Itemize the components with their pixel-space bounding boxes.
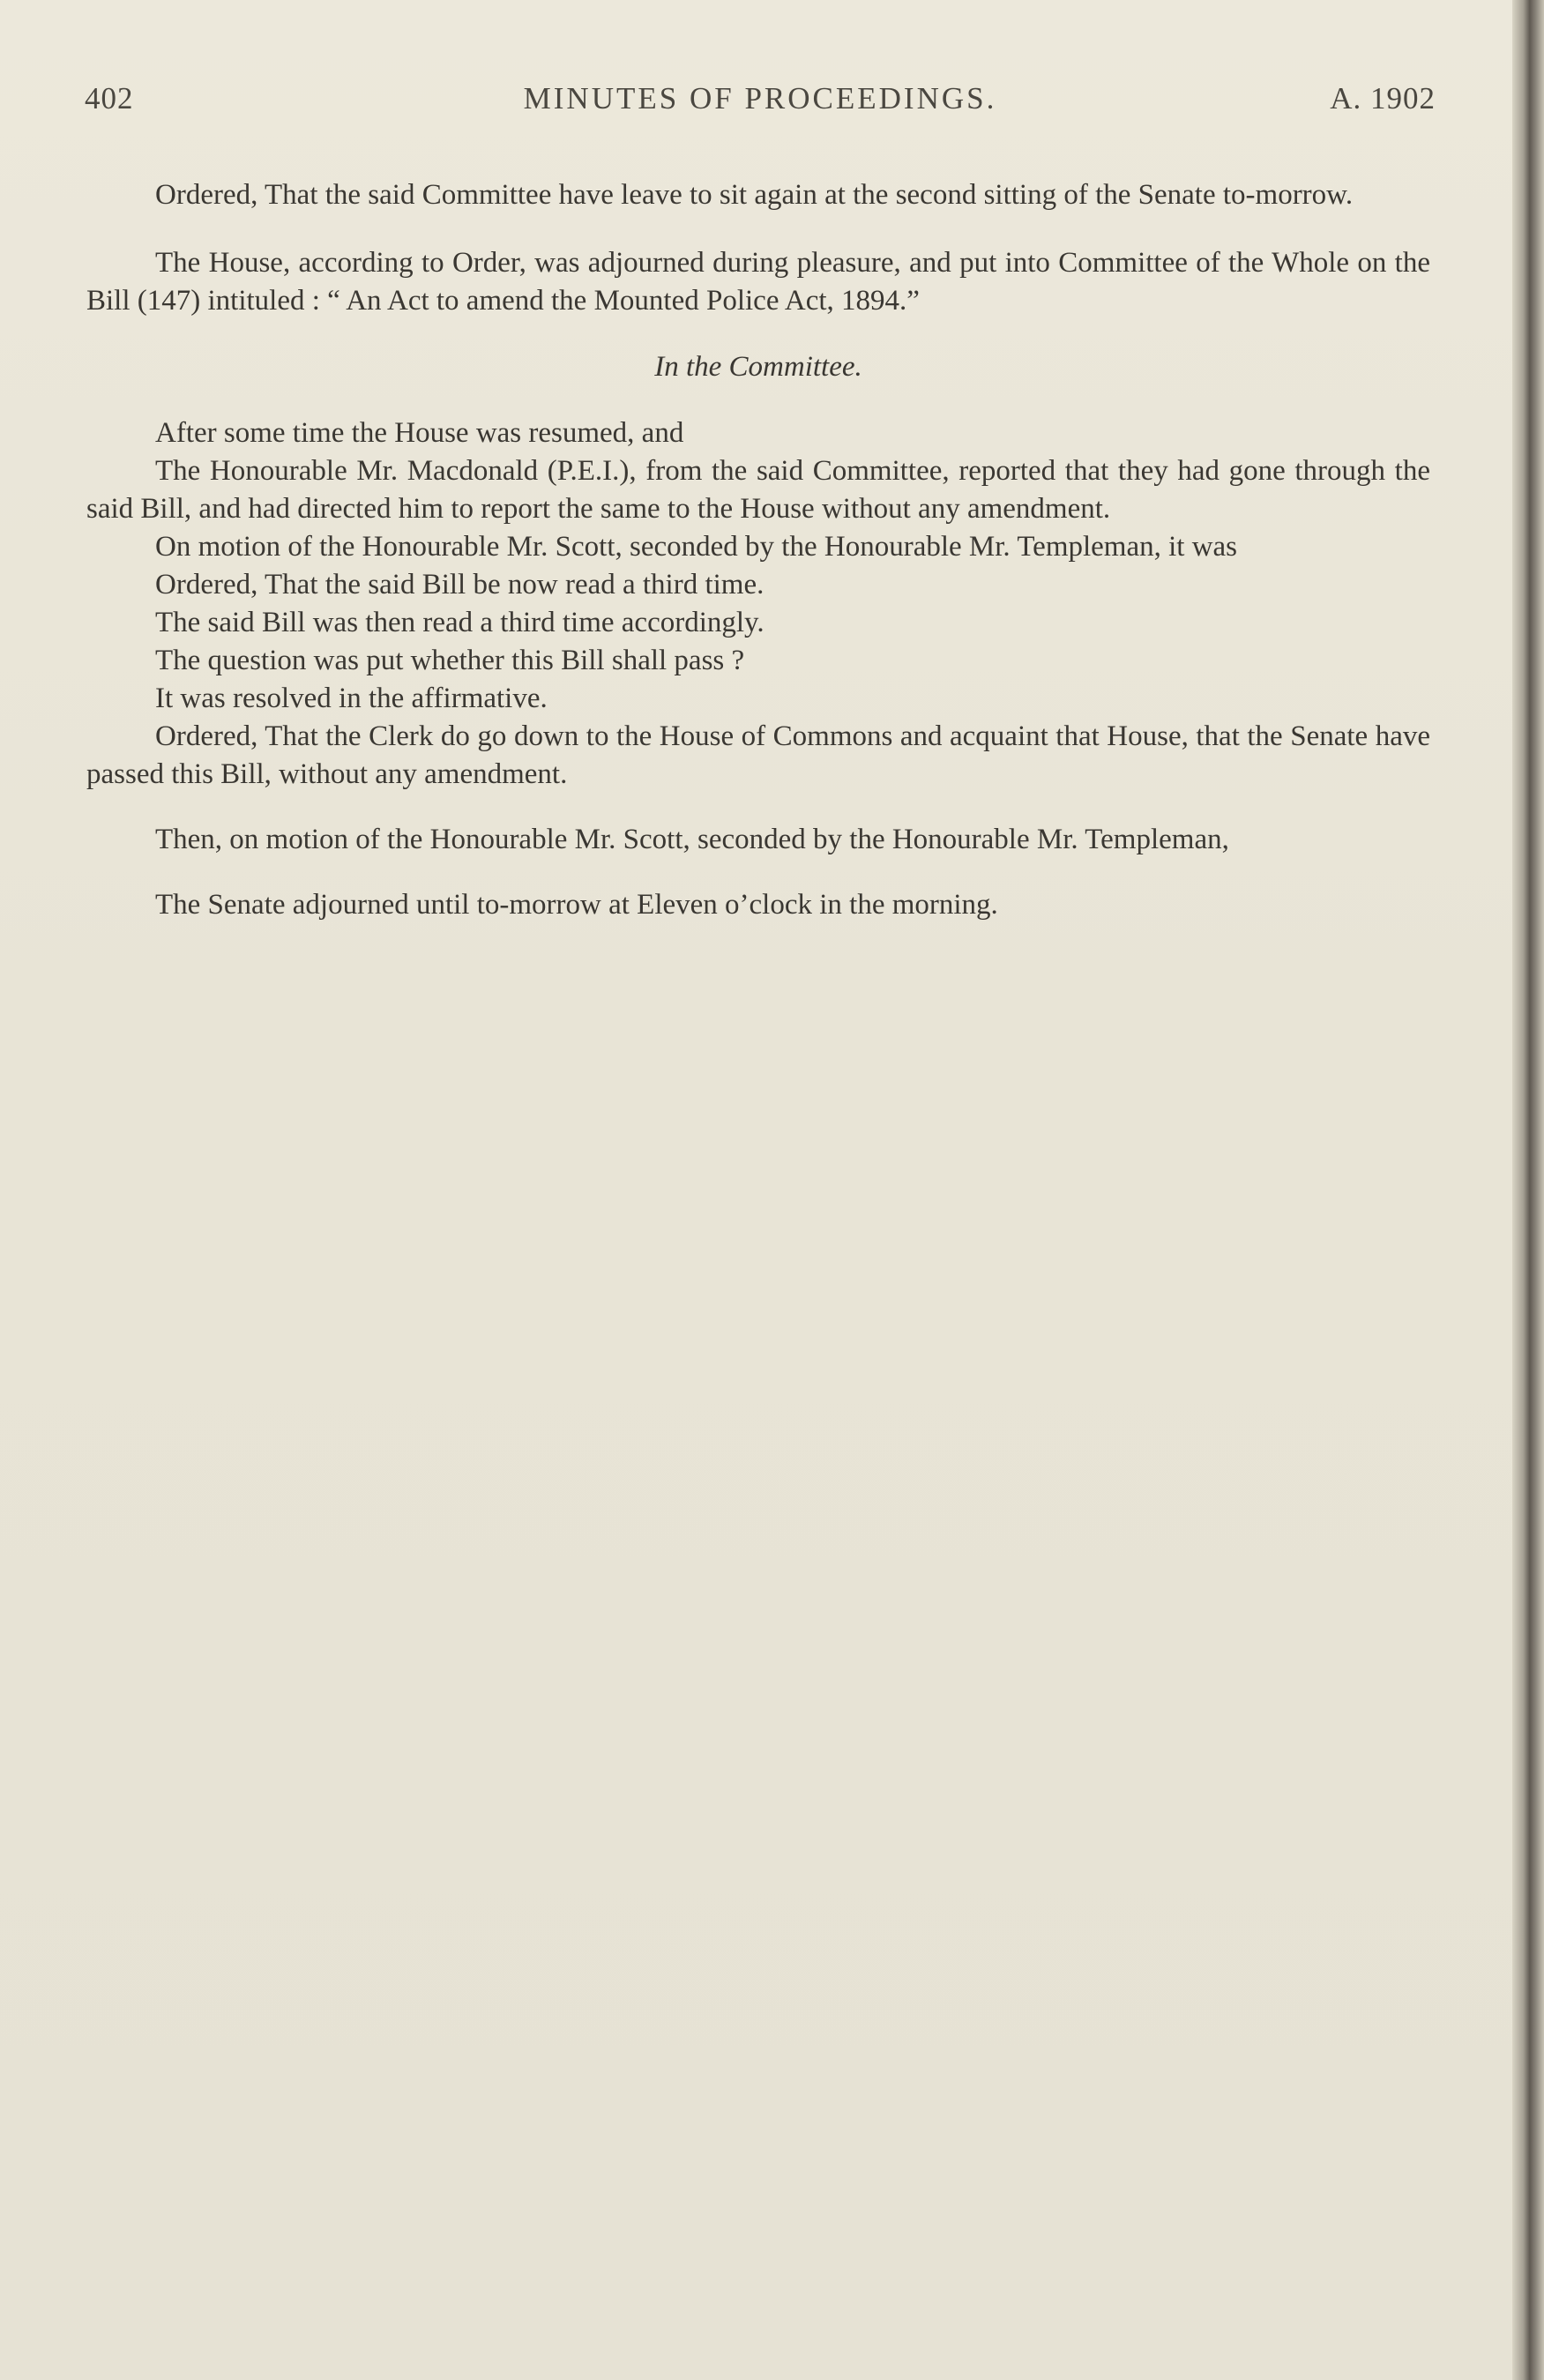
senate-adjourned-paragraph: The Senate adjourned until to-morrow at Eleven o’clock in the morning.: [155, 889, 998, 921]
page-number: 402: [85, 81, 134, 116]
third-reading-paragraph: The said Bill was then read a third time accordingly.: [155, 607, 765, 638]
committee-subheading: In the Committee.: [654, 351, 862, 383]
page-binding-edge: [1512, 0, 1544, 2380]
running-title: MINUTES OF PROCEEDINGS.: [523, 81, 997, 116]
committee-report-paragraph: The Honourable Mr. Macdonald (P.E.I.), from the said Committee, reported that they had gone through the said Bill, and had directed him to report the same to the House without any amendment.: [86, 455, 1430, 525]
session-year: A. 1902: [1330, 81, 1436, 116]
minutes-body: [86, 176, 1430, 924]
clerk-order-paragraph: Ordered, That the Clerk do go down to the House of Commons and acquaint that House, that the Senate have passed this Bill, without any amendment.: [86, 720, 1430, 790]
adjournment-motion-paragraph: Then, on motion of the Honourable Mr. Scott, seconded by the Honourable Mr. Templeman,: [155, 824, 1229, 855]
motion-third-reading-paragraph: On motion of the Honourable Mr. Scott, seconded by the Honourable Mr. Templeman, it was: [155, 531, 1238, 563]
question-paragraph: The question was put whether this Bill shall pass ?: [155, 645, 745, 676]
resolution-paragraph: It was resolved in the affirmative.: [155, 683, 548, 714]
page-header: [85, 81, 1436, 120]
order-third-reading-paragraph: Ordered, That the said Bill be now read a third time.: [155, 569, 765, 601]
committee-of-whole-paragraph: The House, according to Order, was adjourned during pleasure, and put into Committee of the Whole on the Bill (147) intituled : “ An Act to amend the Mounted Police Act, 1894.”: [86, 247, 1430, 317]
order-committee-leave-paragraph: Ordered, That the said Committee have leave to sit again at the second sitting of the Senate to-morrow.: [155, 179, 1354, 211]
house-resumed-paragraph: After some time the House was resumed, and: [155, 417, 684, 449]
